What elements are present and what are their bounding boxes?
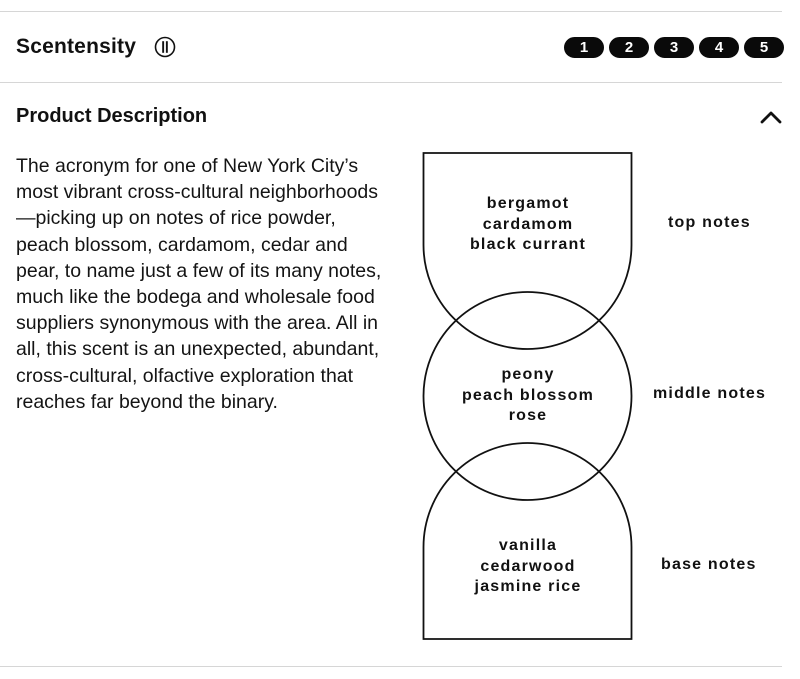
notes-pyramid [420, 150, 636, 642]
scentensity-label: Scentensity [16, 35, 137, 58]
scentensity-scale [564, 37, 784, 58]
bottom-divider [0, 666, 782, 667]
scentensity-level-4[interactable]: 4 [699, 37, 739, 58]
base-notes-label: base notes [661, 556, 757, 573]
top-note-item: black currant [469, 236, 587, 253]
info-icon[interactable] [154, 36, 176, 58]
base-note-item: vanilla [498, 537, 558, 554]
middle-notes-label: middle notes [653, 385, 767, 402]
base-note-item: jasmine rice [474, 578, 582, 595]
base-notes-list [420, 536, 636, 598]
middle-notes-list [420, 365, 636, 427]
middle-note-item: peach blossom [461, 386, 595, 404]
base-note-item: cedarwood [480, 557, 576, 575]
product-description-title: Product Description [16, 105, 208, 127]
scentensity-row [14, 30, 784, 66]
middle-note-item: rose [508, 407, 548, 424]
scentensity-level-5[interactable]: 5 [744, 37, 784, 58]
top-note-item: cardamom [482, 215, 574, 233]
top-notes-list [420, 194, 636, 256]
top-divider [0, 11, 782, 12]
scentensity-level-1[interactable]: 1 [564, 37, 604, 58]
product-description-text: The acronym for one of New York City’s most vibrant cross-cultural neighborhoods—picking up on notes of rice powder, peach blossom, cardamom, cedar and pear, to name just a few of its many notes, much like the bodega and wholesale food suppliers synonymous with the area. All in all, this scent is an unexpected, abundant, cross-cultural, olfactive exploration that reaches far beyond the binary. [16, 155, 382, 413]
chevron-up-icon[interactable] [758, 106, 784, 128]
scentensity-level-3[interactable]: 3 [654, 37, 694, 58]
scentensity-divider [0, 82, 782, 83]
middle-note-item: peony [501, 366, 555, 383]
top-notes-label: top notes [668, 214, 751, 231]
product-description-toggle[interactable] [14, 100, 784, 136]
scentensity-level-2[interactable]: 2 [609, 37, 649, 58]
top-note-item: bergamot [486, 195, 570, 212]
